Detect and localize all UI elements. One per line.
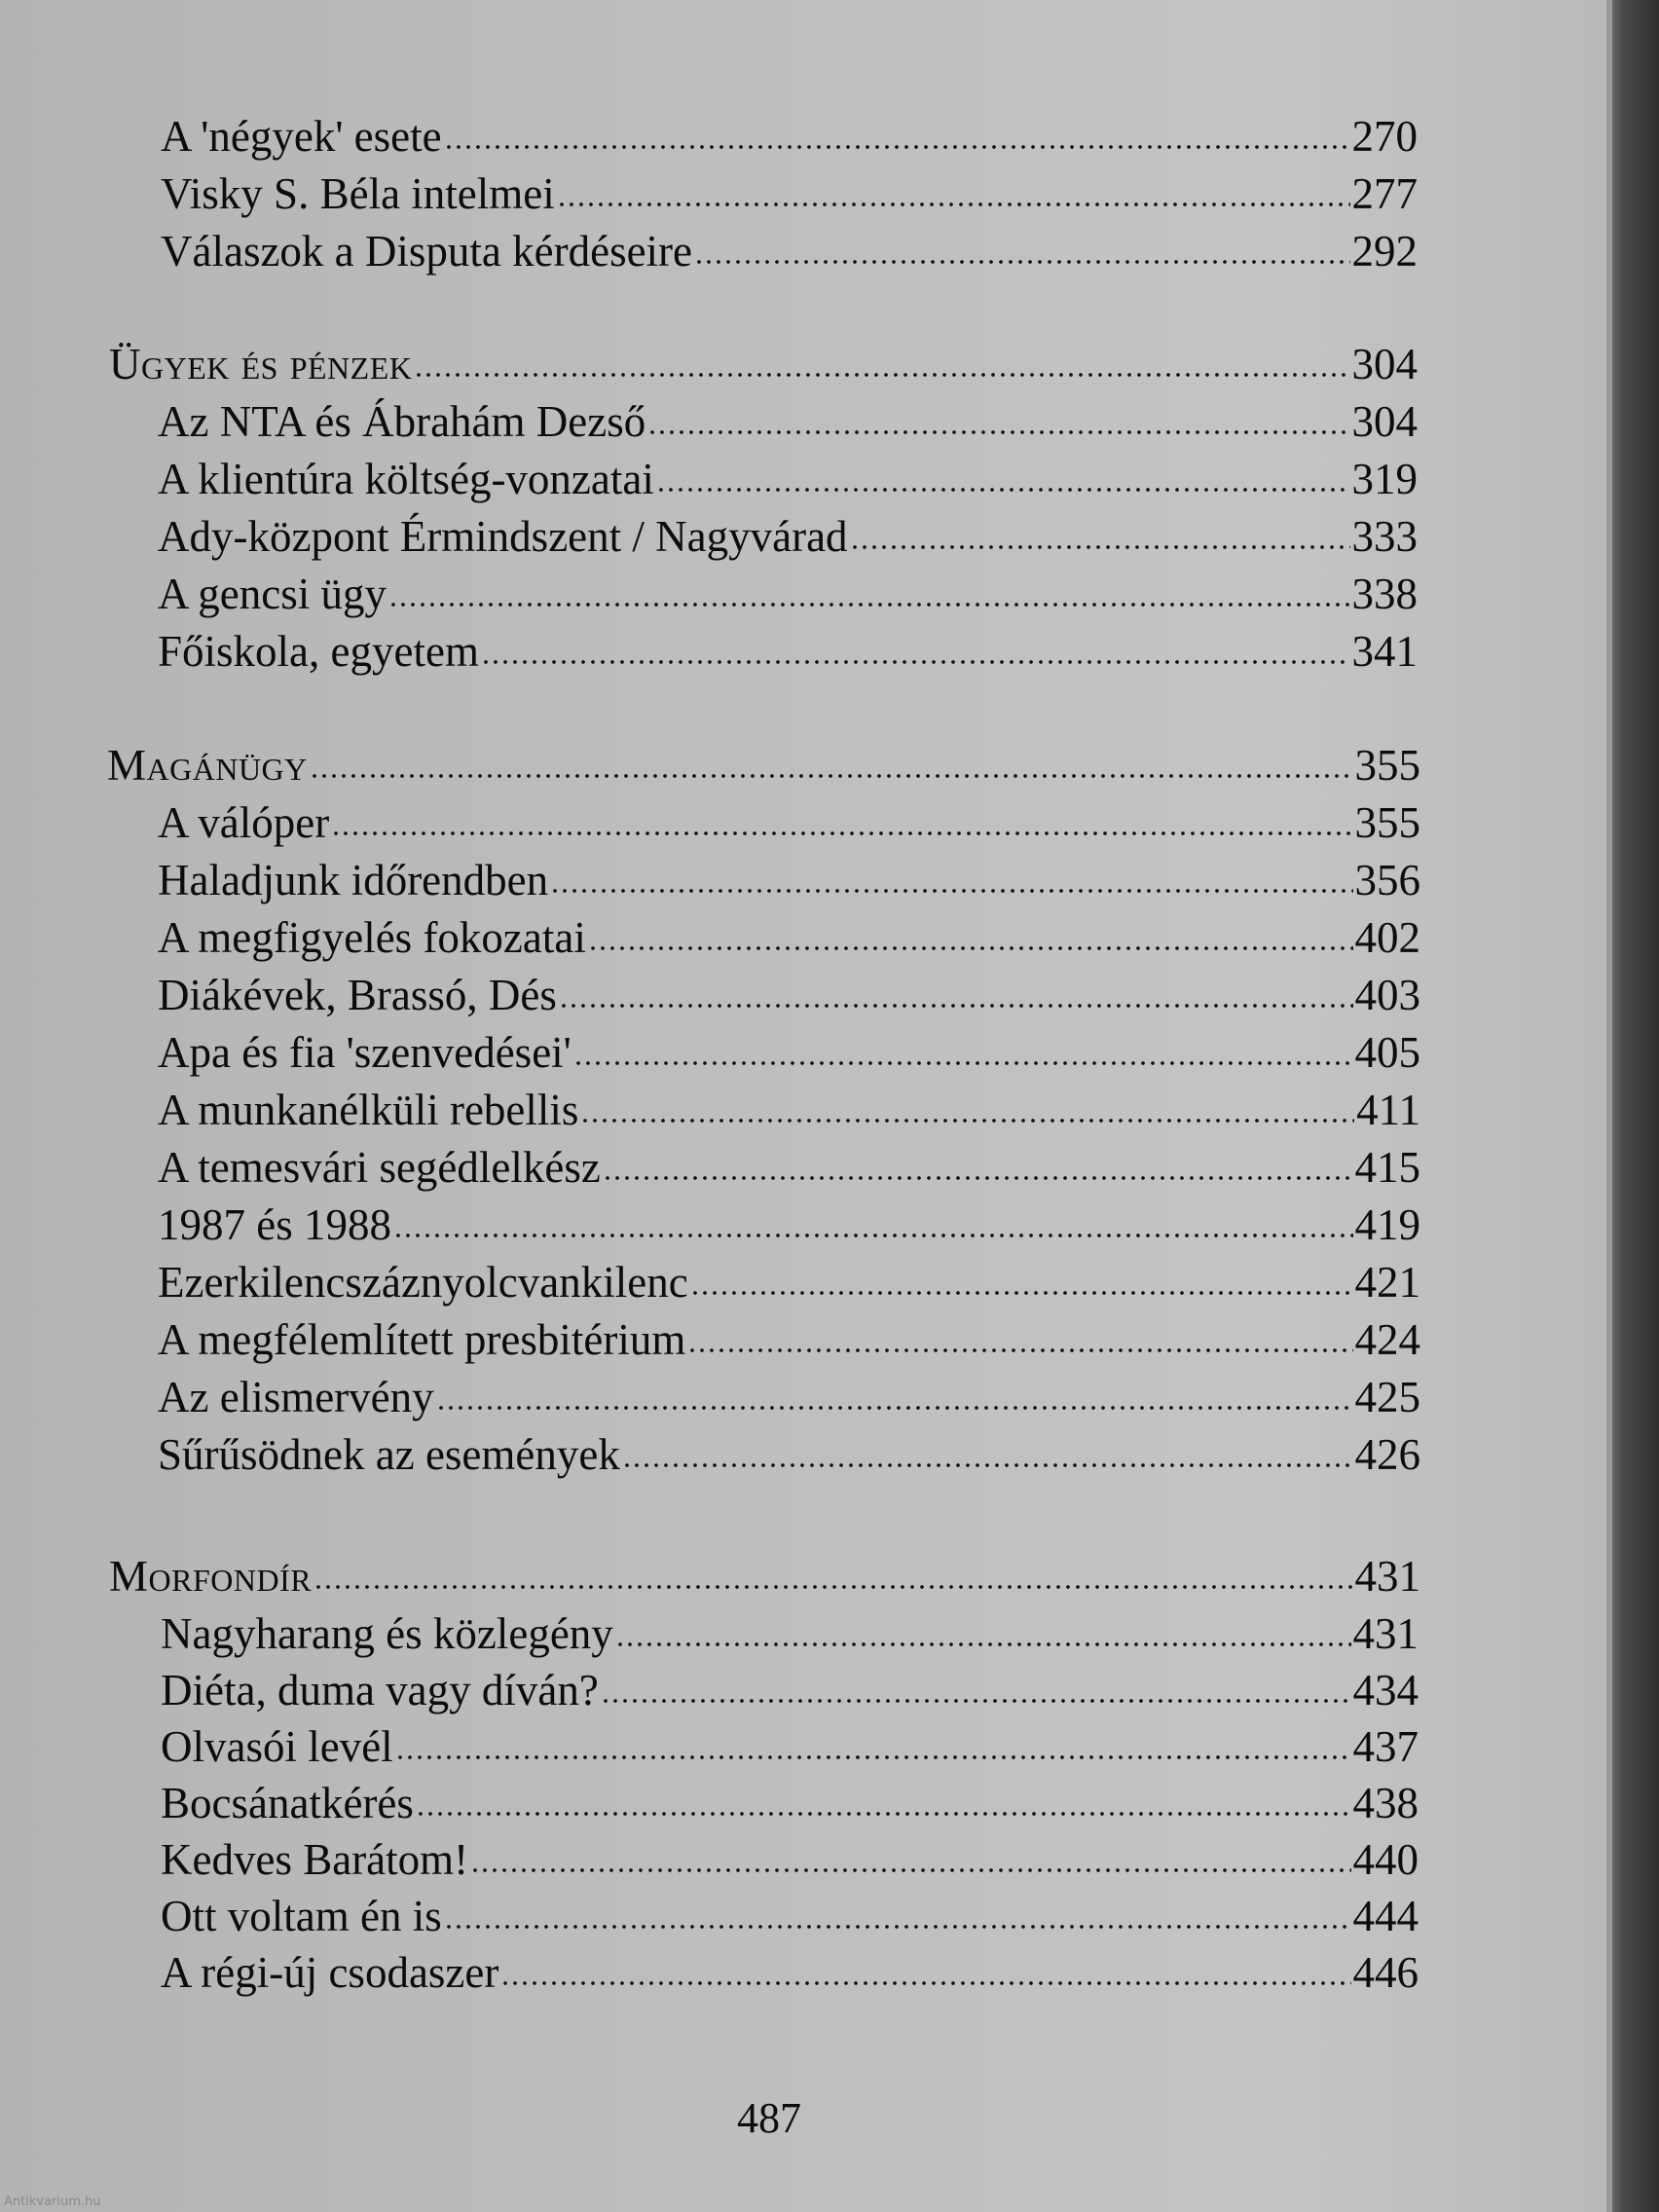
toc-entry-page: 440: [1352, 1835, 1419, 1884]
leader-dots: [694, 257, 1349, 267]
leader-dots: [647, 427, 1349, 437]
section-title: Ügyek és pénzek: [109, 340, 413, 388]
leader-dots: [393, 1231, 1353, 1240]
toc-section-heading: [109, 1548, 1420, 1604]
toc-entry-page: 421: [1354, 1258, 1420, 1307]
toc-entry: [161, 1605, 1419, 1662]
toc-entry-page: 444: [1352, 1892, 1419, 1940]
toc-entry: [158, 909, 1420, 966]
section-page: 355: [1354, 741, 1420, 790]
toc-entry-title: Ott voltam én is: [161, 1892, 442, 1940]
toc-entry: [158, 1369, 1420, 1425]
toc-entry: [158, 1426, 1420, 1483]
toc-entry-page: 333: [1351, 512, 1418, 561]
section-title: Morfondír: [109, 1552, 313, 1601]
leader-dots: [436, 1403, 1353, 1413]
leader-dots: [690, 1288, 1353, 1298]
toc-entry: [161, 1888, 1419, 1944]
leader-dots: [388, 600, 1350, 609]
toc-entry-page: 415: [1354, 1143, 1420, 1192]
leader-dots: [615, 1640, 1351, 1649]
toc-entry: [161, 223, 1418, 279]
toc-section-heading: [107, 737, 1420, 793]
toc-section-heading: [109, 336, 1418, 392]
toc-entry-page: 431: [1352, 1609, 1419, 1658]
toc-entry-title: A munkanélküli rebellis: [158, 1086, 579, 1134]
toc-entry-page: 270: [1351, 112, 1418, 161]
toc-entry-page: 341: [1351, 627, 1418, 676]
section-title: Magánügy: [107, 741, 308, 790]
leader-dots: [656, 485, 1350, 495]
leader-dots: [603, 1173, 1353, 1183]
leader-dots: [331, 829, 1352, 838]
toc-entry-title: Sűrűsödnek az események: [158, 1430, 620, 1479]
toc-entry-title: A gencsi ügy: [158, 570, 387, 618]
toc-entry-page: 425: [1354, 1373, 1420, 1421]
toc-entry-page: 438: [1352, 1779, 1419, 1827]
toc-entry-page: 434: [1352, 1666, 1419, 1714]
toc-entry-page: 292: [1351, 227, 1418, 276]
toc-entry: [158, 1311, 1420, 1368]
toc-entry-title: Diákévek, Brassó, Dés: [158, 971, 557, 1019]
leader-dots: [622, 1460, 1353, 1470]
toc-entry: [158, 451, 1418, 507]
leader-dots: [310, 771, 1353, 781]
leader-dots: [573, 1058, 1353, 1068]
toc-entry-title: Az NTA és Ábrahám Dezső: [158, 397, 646, 446]
leader-dots: [580, 1116, 1354, 1125]
toc-entry: [161, 1775, 1419, 1831]
toc-entry-page: 403: [1354, 971, 1420, 1019]
toc-entry: [158, 852, 1420, 908]
toc-entry-title: A megfigyelés fokozatai: [158, 913, 586, 962]
leader-dots: [416, 1809, 1351, 1819]
toc-entry: [158, 1082, 1420, 1138]
section-page: 304: [1351, 340, 1418, 388]
toc-entry: [158, 393, 1418, 450]
toc-entry-title: A válóper: [158, 798, 330, 847]
toc-entry: [158, 794, 1420, 851]
toc-entry-title: Nagyharang és közlegény: [161, 1609, 613, 1658]
leader-dots: [313, 1582, 1352, 1592]
leader-dots: [481, 657, 1350, 667]
page-shadow-edge: [1606, 0, 1659, 2212]
leader-dots: [588, 943, 1353, 953]
toc-entry-title: Az elismervény: [158, 1373, 434, 1421]
toc-entry-title: Apa és fia 'szenvedései': [158, 1028, 571, 1077]
leader-dots: [500, 1978, 1350, 1988]
toc-entry-title: Főiskola, egyetem: [158, 627, 479, 676]
toc-entry-title: A megfélemlített presbitérium: [158, 1315, 686, 1364]
toc-entry-title: Kedves Barátom!: [161, 1835, 469, 1884]
toc-entry-title: A klientúra költség-vonzatai: [158, 455, 654, 503]
toc-entry: [161, 1718, 1419, 1775]
toc-entry-title: A temesvári segédlelkész: [158, 1143, 601, 1192]
leader-dots: [414, 370, 1349, 380]
leader-dots: [557, 200, 1350, 209]
toc-entry-page: 356: [1354, 856, 1420, 904]
toc-entry: [158, 1254, 1420, 1310]
toc-entry: [161, 1831, 1419, 1888]
toc-entry-title: Diéta, duma vagy díván?: [161, 1666, 599, 1714]
toc-entry: [158, 566, 1418, 622]
leader-dots: [444, 1922, 1351, 1932]
toc-entry: [158, 1024, 1420, 1081]
toc-entry-page: 437: [1352, 1722, 1419, 1771]
toc-entry-page: 405: [1354, 1028, 1420, 1077]
toc-entry: [161, 1662, 1419, 1718]
page-number: 487: [737, 2094, 801, 2142]
toc-entry-title: Olvasói levél: [161, 1722, 393, 1771]
toc-entry-title: Haladjunk időrendben: [158, 856, 549, 904]
leader-dots: [850, 542, 1350, 552]
toc-entry-page: 424: [1354, 1315, 1420, 1364]
toc-entry-page: 355: [1354, 798, 1420, 847]
toc-entry-page: 277: [1351, 169, 1418, 218]
toc-entry-title: Bocsánatkérés: [161, 1779, 414, 1827]
toc-entry: [161, 108, 1418, 165]
toc-entry-title: Ady-központ Érmindszent / Nagyvárad: [158, 512, 848, 561]
toc-entry: [158, 967, 1420, 1023]
leader-dots: [444, 142, 1350, 152]
toc-entry: [161, 166, 1418, 222]
leader-dots: [550, 886, 1352, 896]
toc-entry: [161, 1944, 1419, 2001]
toc-entry: [158, 1197, 1420, 1253]
toc-entry: [158, 1139, 1420, 1196]
toc-entry-title: 1987 és 1988: [158, 1200, 391, 1249]
leader-dots: [395, 1752, 1351, 1762]
toc-entry-page: 411: [1356, 1086, 1420, 1134]
toc-entry: [158, 508, 1418, 565]
toc-entry-title: A 'négyek' esete: [161, 112, 442, 161]
toc-entry-page: 319: [1351, 455, 1418, 503]
section-page: 431: [1354, 1552, 1420, 1601]
leader-dots: [559, 1001, 1353, 1011]
toc-entry-title: A régi-új csodaszer: [161, 1948, 499, 1997]
toc-entry-page: 446: [1352, 1948, 1419, 1997]
toc-entry-page: 419: [1354, 1200, 1420, 1249]
toc-entry-page: 304: [1351, 397, 1418, 446]
leader-dots: [601, 1696, 1351, 1706]
toc-entry-title: Visky S. Béla intelmei: [161, 169, 555, 218]
toc-entry-title: Válaszok a Disputa kérdéseire: [161, 227, 693, 276]
toc-entry-page: 402: [1354, 913, 1420, 962]
toc-entry-page: 338: [1351, 570, 1418, 618]
toc-entry-title: Ezerkilencszáznyolcvankilenc: [158, 1258, 688, 1307]
leader-dots: [687, 1346, 1352, 1355]
toc-entry: [158, 623, 1418, 680]
toc-entry-page: 426: [1354, 1430, 1420, 1479]
watermark-text: Antikvarium.hu: [4, 2194, 101, 2209]
leader-dots: [470, 1865, 1350, 1875]
